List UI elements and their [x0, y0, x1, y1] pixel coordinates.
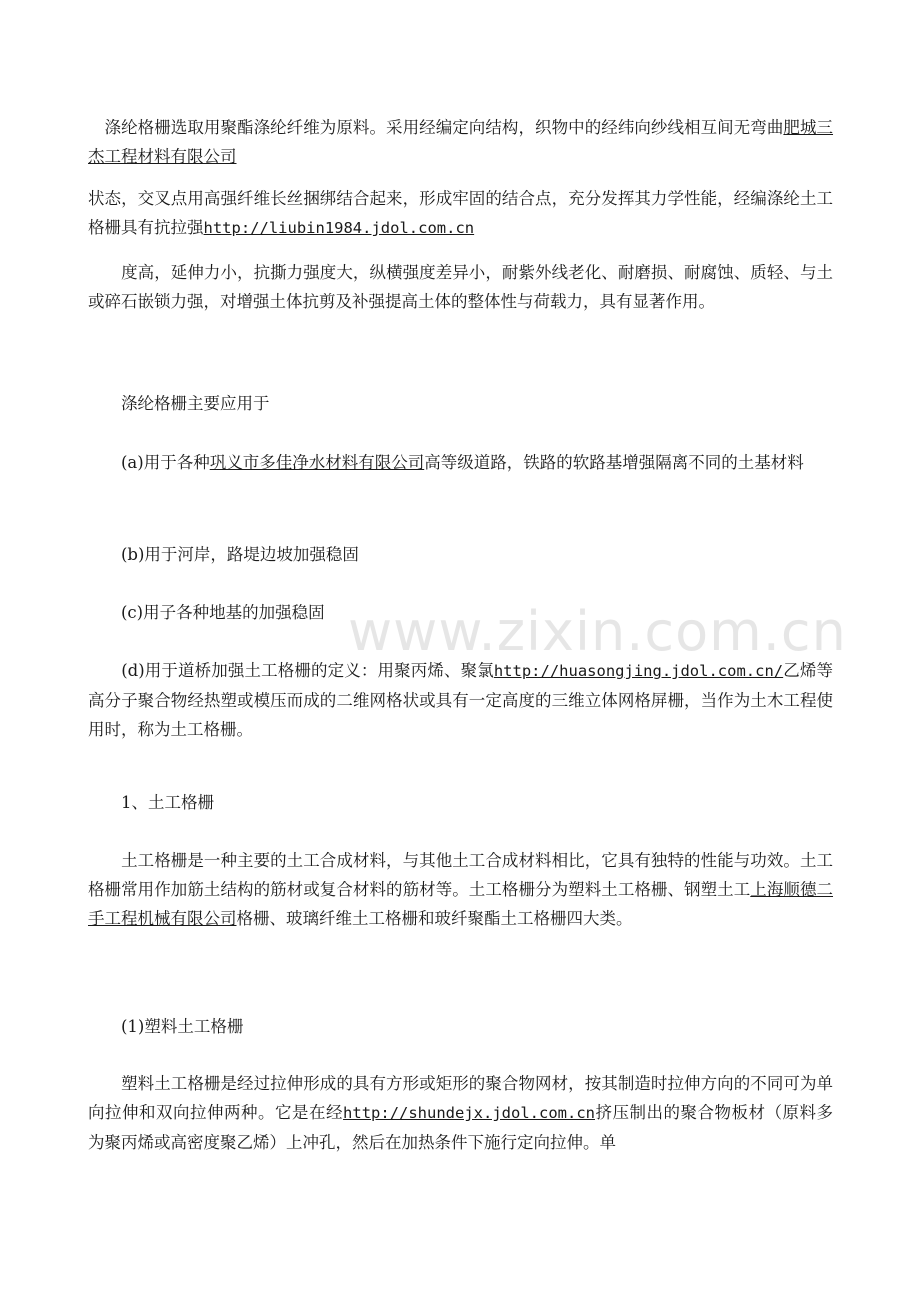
paragraph-text: (a)用于各种	[88, 453, 210, 472]
paragraph-applications-heading	[88, 389, 833, 418]
paragraph-text: 挤压制出的聚合物板材（原料多为聚丙烯或高密度聚乙烯）上冲孔，然后在加热条件下施行定向拉伸。单	[88, 1103, 834, 1152]
paragraph-text: 涤纶格栅主要应用于	[88, 394, 270, 413]
paragraph-properties	[88, 258, 833, 316]
paragraph-text: 状态，交叉点用高强纤维长丝捆绑结合起来，形成牢固的结合点，充分发挥其力学性能，经编涤纶土工格栅具有抗拉强	[88, 189, 833, 237]
paragraph-application-d	[88, 656, 833, 744]
heading-text: (1)塑料土工格栅	[88, 1017, 244, 1036]
paragraph-text: 涤纶格栅选取用聚酯涤纶纤维为原料。采用经编定向结构，织物中的经纬向纱线相互间无弯曲	[88, 118, 784, 137]
paragraph-text: (d)用于道桥加强土工格栅的定义：用聚丙烯、聚氯	[88, 661, 494, 680]
heading-text: 1、土工格栅	[88, 793, 214, 812]
paragraph-text: 高等级道路，铁路的软路基增强隔离不同的土基材料	[424, 453, 804, 472]
paragraph-plastic-geogrid	[88, 1069, 833, 1157]
watermark: www.zixin.com.cn	[348, 600, 847, 663]
paragraph-text: (b)用于河岸，路堤边坡加强稳固	[88, 545, 359, 564]
paragraph-text: 乙烯等高分子聚合物经热塑或模压而成的二维网格状或具有一定高度的三维立体网格屏栅，当作为土木工程使用时，称为土工格栅。	[88, 661, 834, 739]
url-link[interactable]: http://huasongjing.jdol.com.cn/	[493, 662, 784, 680]
paragraph-text: 塑料土工格栅是经过拉伸形成的具有方形或矩形的聚合物网材，按其制造时拉伸方向的不同可为单向拉伸和双向拉伸两种。它是在经	[88, 1074, 833, 1122]
paragraph-intro	[88, 113, 833, 171]
paragraph-text: 格栅、玻璃纤维土工格栅和玻纤聚酯土工格栅四大类。	[236, 909, 633, 928]
paragraph-text: 土工格栅是一种主要的土工合成材料，与其他土工合成材料相比，它具有独特的性能与功效。土工格栅常用作加筋土结构的筋材或复合材料的筋材等。土工格栅分为塑料土工格栅、钢塑土工	[88, 851, 833, 899]
paragraph-application-a	[88, 448, 833, 477]
url-link[interactable]: http://shundejx.jdol.com.cn	[343, 1104, 595, 1122]
url-link[interactable]: http://liubin1984.jdol.com.cn	[203, 219, 475, 237]
section-heading-plastic-geogrid	[88, 1012, 833, 1041]
company-link[interactable]: 肥城三杰工程材料有限公司	[88, 118, 834, 166]
paragraph-text: 度高，延伸力小，抗撕力强度大，纵横强度差异小，耐紫外线老化、耐磨损、耐腐蚀、质轻、与土或碎石嵌锁力强，对增强土体抗剪及补强提高土体的整体性与荷载力，具有显著作用。	[88, 263, 833, 311]
company-link[interactable]: 巩义市多佳净水材料有限公司	[209, 453, 425, 472]
paragraph-application-b	[88, 540, 833, 569]
company-link[interactable]: 上海顺德二手工程机械有限公司	[88, 880, 834, 928]
paragraph-geogrid-types	[88, 846, 833, 933]
paragraph-application-c	[88, 598, 833, 627]
paragraph-text: (c)用子各种地基的加强稳固	[88, 603, 325, 622]
paragraph-structure	[88, 184, 833, 243]
section-heading-geogrid	[88, 788, 833, 817]
